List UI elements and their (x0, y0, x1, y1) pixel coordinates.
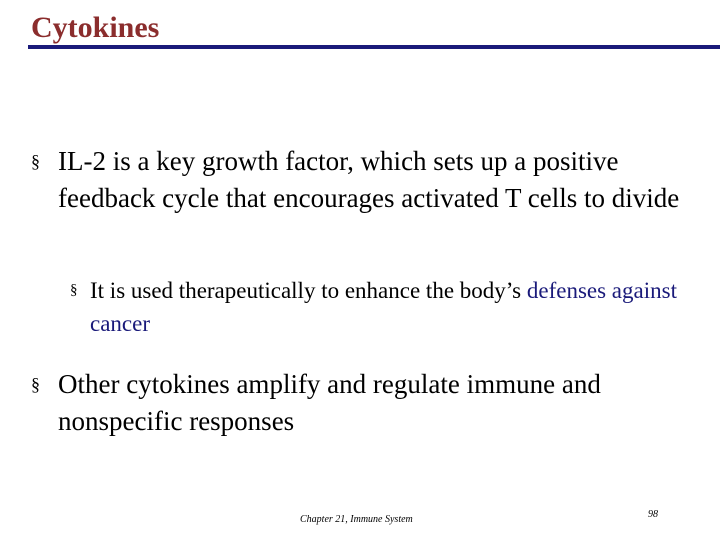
sub-bullet-text-accent: defenses against cancer (90, 278, 677, 336)
bullet-marker: § (31, 374, 40, 394)
bullet-marker: § (31, 151, 40, 171)
sub-bullet-therapy (70, 274, 690, 340)
bullet-il2 (31, 143, 691, 217)
sub-bullet-marker: § (70, 282, 78, 298)
footer-chapter: Chapter 21, Immune System (300, 514, 413, 525)
bullet-text: IL-2 is a key growth factor, which sets up a positive feedback cycle that encourages activated T cells to divide (58, 146, 680, 213)
bullet-other-cytokines (31, 366, 691, 440)
bullet-text: Other cytokines amplify and regulate immune and nonspecific responses (58, 369, 601, 436)
sub-bullet-text-plain: It is used therapeutically to enhance the body’s (90, 278, 527, 303)
slide-title: Cytokines (31, 11, 160, 44)
title-underline (28, 45, 720, 49)
sub-bullet-text (70, 274, 690, 340)
page-number: 98 (648, 509, 658, 520)
